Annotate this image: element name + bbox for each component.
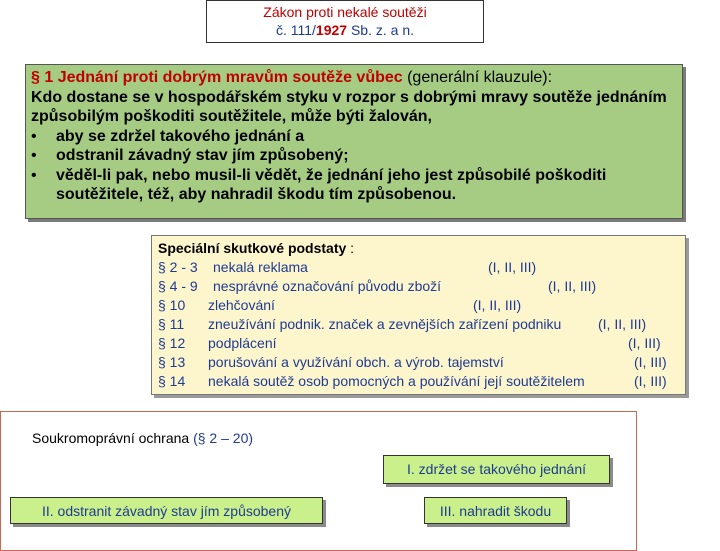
- list-item: § 4 - 9 nesprávné označování původu zboží (I, II, III): [158, 278, 597, 294]
- list-item: • odstranil závadný stav jím způsobený;: [31, 147, 349, 164]
- list-item: • aby se zdržel takového jednání a: [31, 127, 305, 145]
- list-item: § 2 - 3 nekalá reklama (I, II, III): [158, 259, 537, 275]
- special-provisions-box: [151, 235, 686, 395]
- general-clause-box: [25, 64, 683, 219]
- list-item: § 12 podplácení (I, III): [158, 335, 661, 351]
- remedy-damages-box: III. nahradit škodu: [424, 497, 567, 524]
- remedy-remove-box: II. odstranit závadný stav jím způsobený: [10, 497, 323, 524]
- special-heading: Speciální skutkové podstaty :: [158, 240, 355, 256]
- law-number: č. 111/1927 Sb. z. a n.: [275, 22, 415, 38]
- title-box: [206, 0, 484, 43]
- list-item: • věděl-li pak, nebo musil-li vědět, že jednání jeho jest způsobilé poškoditi soutěžitele, též, aby nahradil škodu tím způsobenou.: [31, 166, 607, 203]
- private-law-label: Soukromoprávní ochrana (§ 2 – 20): [32, 430, 254, 446]
- law-title: Zákon proti nekalé soutěži: [263, 4, 427, 20]
- list-item: § 11 zneužívání podnik. značek a zevnějších zařízení podniku (I, II, III): [158, 316, 647, 332]
- general-clause-heading: § 1 Jednání proti dobrým mravům soutěže vůbec (generální klauzule):: [31, 69, 553, 86]
- list-item: § 14 nekalá soutěž osob pomocných a používání její soutěžitelem (I, III): [158, 373, 667, 389]
- clause-list: [31, 127, 677, 205]
- remedy-cease-box: I. zdržet se takového jednání: [383, 455, 610, 484]
- list-item: § 10 zlehčování (I, II, III): [158, 297, 522, 313]
- list-item: § 13 porušování a využívání obch. a výrob. tajemství (I, III): [158, 354, 667, 370]
- general-clause-text: Kdo dostane se v hospodářském styku v rozpor s dobrými mravy soutěže jednáním způsobilým poškoditi soutěžitele, může býti žalován,: [31, 88, 667, 125]
